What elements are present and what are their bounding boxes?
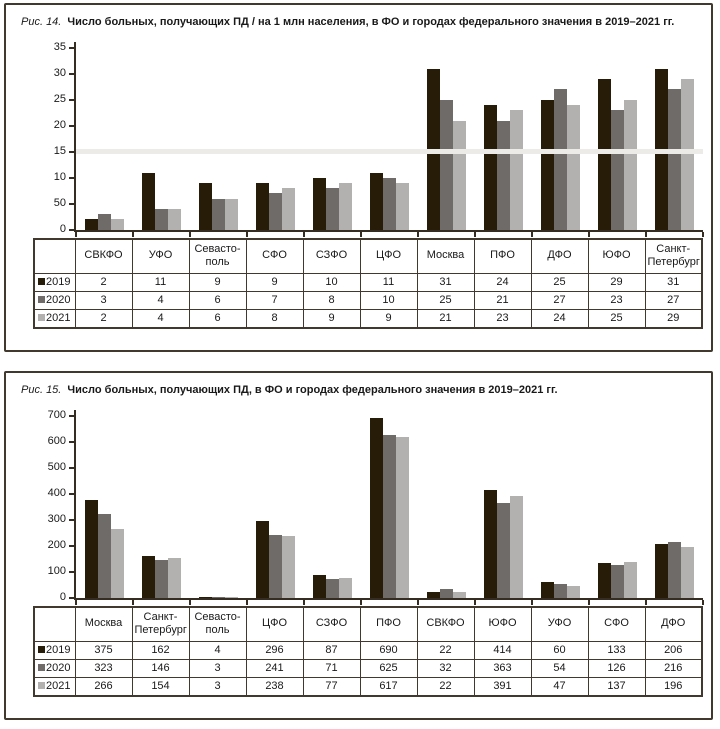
y-tick-mark — [69, 73, 74, 75]
x-tick-mark — [531, 600, 533, 605]
bar-group-5 — [304, 410, 361, 598]
y-tick-mark — [69, 99, 74, 101]
bar-2021 — [624, 562, 637, 598]
value-cell: 24 — [531, 309, 588, 328]
value-cell: 363 — [474, 659, 531, 677]
x-tick-mark — [132, 600, 134, 605]
x-tick-mark — [303, 600, 305, 605]
bar-group-2 — [133, 42, 190, 230]
y-tick-label: 0 — [59, 590, 66, 603]
bar-2021 — [282, 188, 295, 230]
x-tick-mark — [474, 232, 476, 237]
bar-group-8 — [475, 410, 532, 598]
value-cell: 266 — [75, 677, 132, 696]
value-cell: 137 — [588, 677, 645, 696]
x-tick-mark — [246, 232, 248, 237]
bar-group-11 — [646, 42, 703, 230]
value-cell: 29 — [588, 273, 645, 291]
value-cell: 2 — [75, 309, 132, 328]
bar-2020 — [611, 565, 624, 598]
value-cell: 22 — [417, 641, 474, 659]
value-cell: 414 — [474, 641, 531, 659]
table-row-2020 — [34, 659, 702, 677]
y-tick-label: 400 — [47, 486, 66, 499]
table-row-2021 — [34, 677, 702, 696]
bar-2021 — [168, 558, 181, 598]
value-cell: 87 — [303, 641, 360, 659]
value-cell: 23 — [474, 309, 531, 328]
bar-2021 — [624, 100, 637, 230]
category-header: УФО — [132, 239, 189, 274]
bar-2021 — [453, 121, 466, 230]
bar-group-3 — [190, 42, 247, 230]
bar-group-9 — [532, 410, 589, 598]
bar-group-3 — [190, 410, 247, 598]
value-cell: 216 — [645, 659, 702, 677]
bar-group-11 — [646, 410, 703, 598]
bar-group-4 — [247, 42, 304, 230]
value-cell: 31 — [417, 273, 474, 291]
series-year-label: 2021 — [46, 680, 71, 693]
bar-2021 — [225, 597, 238, 598]
value-cell: 296 — [246, 641, 303, 659]
bar-groups — [76, 410, 703, 598]
bar-2020 — [383, 435, 396, 598]
value-cell: 6 — [189, 291, 246, 309]
bar-2019 — [142, 556, 155, 598]
y-tick-label: 10 — [53, 170, 66, 183]
table-header-row — [34, 607, 702, 642]
value-cell: 241 — [246, 659, 303, 677]
bar-group-5 — [304, 42, 361, 230]
table-row-2019 — [34, 273, 702, 291]
series-label-2021 — [34, 677, 75, 696]
value-cell: 162 — [132, 641, 189, 659]
value-cell: 126 — [588, 659, 645, 677]
category-header: Санкт- Петербург — [132, 607, 189, 642]
x-tick-mark — [189, 600, 191, 605]
table-header-row — [34, 239, 702, 274]
bar-2019 — [199, 597, 212, 598]
category-header: ДФО — [645, 607, 702, 642]
value-cell: 60 — [531, 641, 588, 659]
bar-group-1 — [76, 410, 133, 598]
value-cell: 27 — [645, 291, 702, 309]
value-cell: 9 — [360, 309, 417, 328]
bar-2019 — [541, 100, 554, 230]
category-header: Москва — [75, 607, 132, 642]
series-year-label: 2021 — [46, 312, 71, 325]
bar-2021 — [510, 110, 523, 230]
y-tick-label: 500 — [47, 460, 66, 473]
table-corner-cell — [34, 607, 75, 642]
value-cell: 375 — [75, 641, 132, 659]
bar-2020 — [668, 542, 681, 598]
value-cell: 690 — [360, 641, 417, 659]
value-cell: 206 — [645, 641, 702, 659]
bar-group-4 — [247, 410, 304, 598]
category-header: ЮФО — [588, 239, 645, 274]
category-header: СЗФО — [303, 607, 360, 642]
table-row-2020 — [34, 291, 702, 309]
bar-group-7 — [418, 410, 475, 598]
series-year-label: 2019 — [46, 644, 71, 657]
y-tick-mark — [69, 125, 74, 127]
legend-swatch-2019 — [38, 646, 45, 653]
value-cell: 3 — [75, 291, 132, 309]
bar-2020 — [155, 560, 168, 598]
bar-2020 — [326, 579, 339, 597]
x-tick-mark — [645, 232, 647, 237]
y-tick-label: 100 — [47, 564, 66, 577]
bar-2019 — [484, 490, 497, 598]
bar-2020 — [497, 121, 510, 230]
figure-15-bar-chart — [47, 408, 703, 603]
table-corner-cell — [34, 239, 75, 274]
bar-2019 — [256, 521, 269, 598]
value-cell: 3 — [189, 677, 246, 696]
bar-2020 — [212, 199, 225, 230]
y-tick-label: 600 — [47, 434, 66, 447]
value-cell: 11 — [132, 273, 189, 291]
category-header: Севасто- поль — [189, 239, 246, 274]
bar-group-8 — [475, 42, 532, 230]
value-cell: 9 — [246, 273, 303, 291]
value-cell: 22 — [417, 677, 474, 696]
value-cell: 8 — [246, 309, 303, 328]
bar-2020 — [554, 584, 567, 598]
y-tick-mark — [69, 519, 74, 521]
bar-2021 — [111, 529, 124, 598]
x-tick-mark — [189, 232, 191, 237]
legend-swatch-2019 — [38, 278, 45, 285]
y-tick-label: 0 — [59, 222, 66, 235]
bar-2020 — [269, 193, 282, 229]
value-cell: 29 — [645, 309, 702, 328]
value-cell: 24 — [474, 273, 531, 291]
y-tick-mark — [69, 203, 74, 205]
category-header: СФО — [246, 239, 303, 274]
y-tick-mark — [69, 151, 74, 153]
value-cell: 4 — [132, 309, 189, 328]
value-cell: 154 — [132, 677, 189, 696]
figure-15-data-table — [33, 606, 703, 697]
series-year-label: 2020 — [46, 662, 71, 675]
y-tick-mark — [69, 415, 74, 417]
bar-2020 — [611, 110, 624, 230]
x-tick-mark — [588, 600, 590, 605]
x-tick-mark — [132, 232, 134, 237]
series-label-2020 — [34, 291, 75, 309]
bar-2020 — [440, 100, 453, 230]
legend-swatch-2021 — [38, 682, 45, 689]
bar-2019 — [85, 219, 98, 229]
bar-2019 — [370, 173, 383, 230]
figure-14-title — [6, 5, 711, 30]
value-cell: 4 — [132, 291, 189, 309]
category-header: ЮФО — [474, 607, 531, 642]
bar-2019 — [370, 418, 383, 597]
value-cell: 625 — [360, 659, 417, 677]
bar-2021 — [396, 183, 409, 230]
table-row-2019 — [34, 641, 702, 659]
y-tick-label: 700 — [47, 408, 66, 421]
bar-2019 — [427, 592, 440, 598]
value-cell: 196 — [645, 677, 702, 696]
bar-2021 — [567, 105, 580, 230]
y-tick-mark — [69, 493, 74, 495]
x-tick-mark — [702, 232, 704, 237]
value-cell: 25 — [588, 309, 645, 328]
y-tick-label: 35 — [53, 40, 66, 53]
bar-2021 — [567, 586, 580, 598]
bar-2019 — [313, 178, 326, 230]
bar-2019 — [598, 563, 611, 598]
value-cell: 31 — [645, 273, 702, 291]
value-cell: 11 — [360, 273, 417, 291]
bar-2020 — [668, 89, 681, 229]
figure-14-data-table — [33, 238, 703, 329]
category-header: Москва — [417, 239, 474, 274]
bar-2021 — [168, 209, 181, 230]
series-label-2020 — [34, 659, 75, 677]
legend-swatch-2020 — [38, 296, 45, 303]
bar-2020 — [554, 89, 567, 229]
bar-2020 — [98, 214, 111, 230]
bar-2021 — [681, 79, 694, 230]
x-tick-mark — [360, 232, 362, 237]
value-cell: 25 — [417, 291, 474, 309]
value-cell: 71 — [303, 659, 360, 677]
series-label-2019 — [34, 273, 75, 291]
value-cell: 133 — [588, 641, 645, 659]
bar-group-10 — [589, 42, 646, 230]
bar-2021 — [453, 592, 466, 598]
category-header: УФО — [531, 607, 588, 642]
bar-2021 — [339, 578, 352, 598]
bar-2021 — [339, 183, 352, 230]
category-header: ПФО — [474, 239, 531, 274]
y-tick-mark — [69, 545, 74, 547]
bar-groups — [76, 42, 703, 230]
bar-2020 — [383, 178, 396, 230]
y-tick-label: 15 — [53, 144, 66, 157]
bar-group-7 — [418, 42, 475, 230]
y-tick-mark — [69, 229, 74, 231]
value-cell: 10 — [303, 273, 360, 291]
value-cell: 8 — [303, 291, 360, 309]
value-cell: 9 — [189, 273, 246, 291]
x-tick-mark — [246, 600, 248, 605]
bar-group-1 — [76, 42, 133, 230]
figure-15-caption: Число больных, получающих ПД, в ФО и городах федерального значения в 2019–2021 гг. — [67, 384, 558, 396]
value-cell: 238 — [246, 677, 303, 696]
value-cell: 146 — [132, 659, 189, 677]
legend-swatch-2021 — [38, 314, 45, 321]
value-cell: 21 — [474, 291, 531, 309]
value-cell: 77 — [303, 677, 360, 696]
bar-group-6 — [361, 410, 418, 598]
value-cell: 54 — [531, 659, 588, 677]
value-cell: 9 — [303, 309, 360, 328]
y-tick-label: 300 — [47, 512, 66, 525]
value-cell: 23 — [588, 291, 645, 309]
bar-2021 — [396, 437, 409, 597]
bar-2019 — [598, 79, 611, 230]
figure-14-caption: Число больных, получающих ПД / на 1 млн населения, в ФО и городах федерального значения в 2019–2021 гг. — [67, 16, 675, 28]
y-tick-label: 30 — [53, 66, 66, 79]
category-header: ЦФО — [246, 607, 303, 642]
x-tick-mark — [645, 600, 647, 605]
bar-2019 — [484, 105, 497, 230]
value-cell: 32 — [417, 659, 474, 677]
bar-2020 — [212, 597, 225, 598]
bar-2021 — [111, 219, 124, 229]
bar-2021 — [282, 536, 295, 598]
figure-14-panel — [4, 3, 713, 352]
bar-2021 — [681, 547, 694, 598]
y-tick-label: 20 — [53, 118, 66, 131]
bar-2019 — [655, 544, 668, 598]
value-cell: 10 — [360, 291, 417, 309]
series-year-label: 2020 — [46, 294, 71, 307]
category-header: Санкт- Петербург — [645, 239, 702, 274]
bar-group-10 — [589, 410, 646, 598]
y-tick-mark — [69, 177, 74, 179]
bar-2021 — [510, 496, 523, 598]
series-year-label: 2019 — [46, 276, 71, 289]
category-header: ДФО — [531, 239, 588, 274]
y-tick-label: 50 — [53, 196, 66, 209]
figure-14-bar-chart — [53, 40, 703, 235]
x-tick-mark — [360, 600, 362, 605]
x-tick-mark — [474, 600, 476, 605]
bar-2020 — [98, 514, 111, 598]
value-cell: 47 — [531, 677, 588, 696]
x-tick-mark — [588, 232, 590, 237]
x-tick-mark — [75, 232, 77, 237]
y-tick-label: 25 — [53, 92, 66, 105]
series-label-2021 — [34, 309, 75, 328]
bar-2020 — [497, 503, 510, 597]
legend-swatch-2020 — [38, 664, 45, 671]
x-tick-mark — [303, 232, 305, 237]
bar-group-6 — [361, 42, 418, 230]
category-header: СВКФО — [75, 239, 132, 274]
series-label-2019 — [34, 641, 75, 659]
category-header: СВКФО — [417, 607, 474, 642]
category-header: ПФО — [360, 607, 417, 642]
x-tick-mark — [417, 232, 419, 237]
bar-2019 — [142, 173, 155, 230]
figure-15-title — [6, 373, 711, 398]
value-cell: 25 — [531, 273, 588, 291]
value-cell: 3 — [189, 659, 246, 677]
x-tick-mark — [417, 600, 419, 605]
figure-15-panel — [4, 371, 713, 720]
bar-2020 — [326, 188, 339, 230]
bar-2020 — [269, 535, 282, 598]
reference-band — [76, 149, 703, 154]
value-cell: 6 — [189, 309, 246, 328]
bar-2019 — [313, 575, 326, 598]
value-cell: 27 — [531, 291, 588, 309]
x-tick-mark — [531, 232, 533, 237]
bar-2020 — [440, 589, 453, 597]
bar-2019 — [256, 183, 269, 230]
table-row-2021 — [34, 309, 702, 328]
y-tick-mark — [69, 47, 74, 49]
bar-2020 — [155, 209, 168, 230]
value-cell: 323 — [75, 659, 132, 677]
bar-2019 — [85, 500, 98, 598]
value-cell: 617 — [360, 677, 417, 696]
value-cell: 2 — [75, 273, 132, 291]
y-tick-mark — [69, 571, 74, 573]
figure-14-number: Рис. 14. — [21, 16, 62, 28]
category-header: СЗФО — [303, 239, 360, 274]
category-header: СФО — [588, 607, 645, 642]
bar-2021 — [225, 199, 238, 230]
bar-2019 — [541, 582, 554, 598]
y-tick-mark — [69, 597, 74, 599]
y-tick-mark — [69, 441, 74, 443]
y-tick-mark — [69, 467, 74, 469]
bar-2019 — [199, 183, 212, 230]
category-header: Севасто- поль — [189, 607, 246, 642]
value-cell: 21 — [417, 309, 474, 328]
bar-group-9 — [532, 42, 589, 230]
y-tick-label: 200 — [47, 538, 66, 551]
bar-group-2 — [133, 410, 190, 598]
value-cell: 4 — [189, 641, 246, 659]
category-header: ЦФО — [360, 239, 417, 274]
figure-15-number: Рис. 15. — [21, 384, 62, 396]
x-tick-mark — [702, 600, 704, 605]
value-cell: 391 — [474, 677, 531, 696]
x-tick-mark — [75, 600, 77, 605]
value-cell: 7 — [246, 291, 303, 309]
